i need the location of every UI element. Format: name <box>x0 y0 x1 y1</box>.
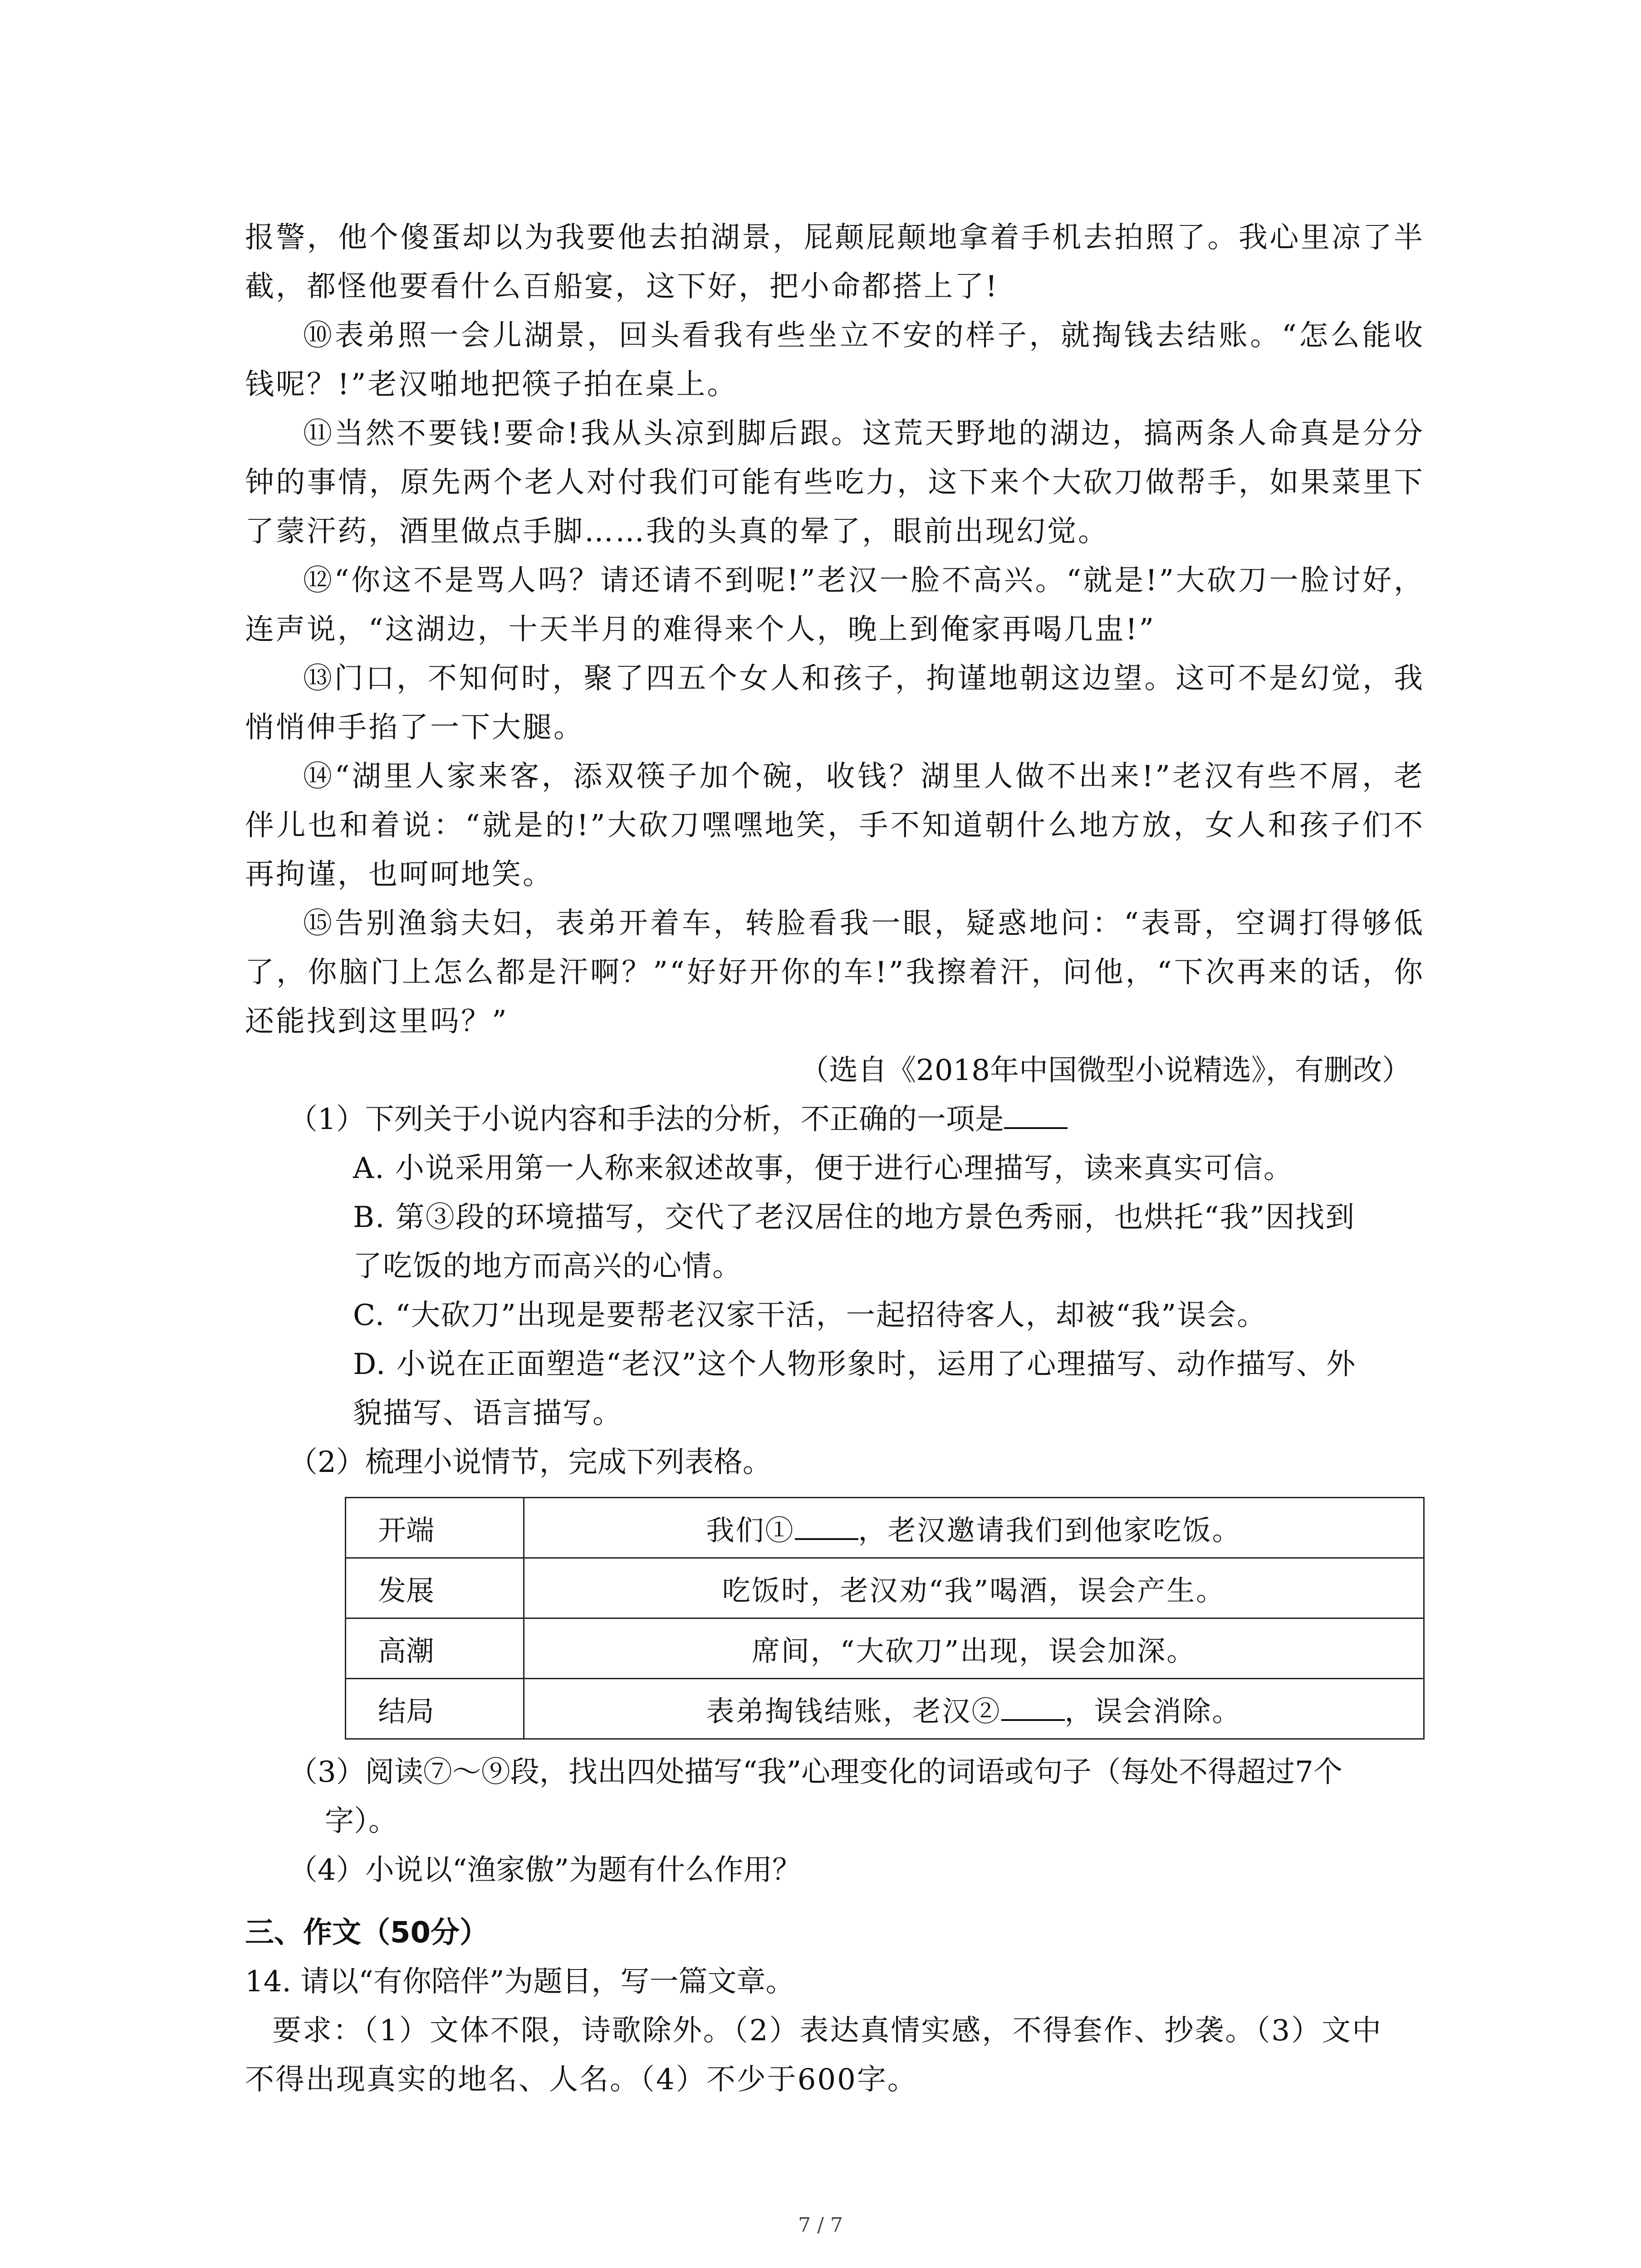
table-row <box>346 1558 1424 1618</box>
question-stem <box>245 1095 1425 1144</box>
description-text: 我们① <box>706 1513 795 1547</box>
question-stem: 14. 请以“有你陪伴”为题目，写一篇文章。 <box>245 1965 795 1999</box>
question-1 <box>245 1095 1425 1438</box>
question-stem-continued: 字）。 <box>325 1804 397 1838</box>
description-text: ，误会消除。 <box>1064 1694 1242 1728</box>
requirements-continued: 不得出现真实的地名、人名。（4）不少于600字。 <box>245 2063 918 2097</box>
plot-table <box>345 1497 1425 1740</box>
option-a: A. 小说采用第一人称来叙述故事，便于进行心理描写，读来真实可信。 <box>353 1152 1293 1185</box>
answer-blank[interactable] <box>795 1511 858 1540</box>
answer-blank[interactable] <box>1001 1692 1065 1721</box>
stage-label: 开端 <box>346 1498 524 1558</box>
question-text: （1）下列关于小说内容和手法的分析，不正确的一项是 <box>289 1103 1004 1136</box>
table-row <box>346 1618 1424 1679</box>
question-2 <box>245 1438 1425 1740</box>
page-content <box>245 213 1425 2104</box>
table-row <box>346 1679 1424 1739</box>
stage-label: 发展 <box>346 1558 524 1618</box>
answer-blank[interactable] <box>1004 1100 1068 1129</box>
option-d-continued: 貌描写、语言描写。 <box>353 1397 622 1430</box>
passage-paragraph: ⑫“你这不是骂人吗？请还请不到呢!”老汉一脸不高兴。“就是!”大砍刀一脸讨好，连声说，“这湖边，十天半月的难得来个人，晚上到俺家再喝几盅!” <box>245 564 1425 646</box>
question-4 <box>245 1846 1425 1895</box>
description-text: 表弟掏钱结账，老汉② <box>706 1694 1001 1728</box>
table-row <box>346 1498 1424 1558</box>
passage-paragraph: ⑩表弟照一会儿湖景，回头看我有些坐立不安的样子，就掏钱去结账。“怎么能收钱呢？!”老汉啪地把筷子拍在桌上。 <box>245 319 1425 401</box>
option-c: C. “大砍刀”出现是要帮老汉家干活，一起招待客人，却被“我”误会。 <box>353 1299 1267 1332</box>
passage-paragraph: ⑬门口，不知何时，聚了四五个女人和孩子，拘谨地朝这边望。这可不是幻觉，我悄悄伸手掐了一下大腿。 <box>245 662 1425 744</box>
stage-label: 结局 <box>346 1679 524 1739</box>
stage-description: 吃饭时，老汉劝“我”喝酒，误会产生。 <box>524 1558 1424 1618</box>
page-number: 7 / 7 <box>798 2214 843 2237</box>
passage-paragraph: ⑪当然不要钱!要命!我从头凉到脚后跟。这荒天野地的湖边，搞两条人命真是分分钟的事情，原先两个老人对付我们可能有些吃力，这下来个大砍刀做帮手，如果菜里下了蒙汗药，酒里做点手脚……我的头真的晕了，眼前出现幻觉。 <box>245 417 1425 548</box>
stage-description <box>524 1679 1424 1739</box>
section-heading: 三、作文（50分） <box>245 1916 489 1950</box>
option-d: D. 小说在正面塑造“老汉”这个人物形象时，运用了心理描写、动作描写、外 <box>353 1348 1357 1381</box>
option-b-continued: 了吃饭的地方而高兴的心情。 <box>353 1250 742 1283</box>
option-b: B. 第③段的环境描写，交代了老汉居住的地方景色秀丽，也烘托“我”因找到 <box>353 1201 1356 1234</box>
question-stem: （2）梳理小说情节，完成下列表格。 <box>289 1446 772 1479</box>
stage-label: 高潮 <box>346 1618 524 1679</box>
passage-paragraph: 报警，他个傻蛋却以为我要他去拍湖景，屁颠屁颠地拿着手机去拍照了。我心里凉了半截，都怪他要看什么百船宴，这下好，把小命都搭上了! <box>245 221 1425 303</box>
question-3 <box>245 1748 1425 1846</box>
stage-description <box>524 1498 1424 1558</box>
question-stem: （4）小说以“渔家傲”为题有什么作用？ <box>289 1853 802 1887</box>
passage <box>245 213 1425 1046</box>
source-citation: （选自《2018年中国微型小说精选》，有删改） <box>800 1054 1411 1087</box>
requirements: 要求：（1）文体不限，诗歌除外。（2）表达真情实感，不得套作、抄袭。（3）文中 <box>272 2014 1383 2048</box>
stage-description: 席间，“大砍刀”出现，误会加深。 <box>524 1618 1424 1679</box>
passage-paragraph: ⑮告别渔翁夫妇，表弟开着车，转脸看我一眼，疑惑地问：“表哥，空调打得够低了，你脑门上怎么都是汗啊？”“好好开你的车!”我擦着汗，问他，“下次再来的话，你还能找到这里吗？” <box>245 907 1425 1038</box>
question-stem: （3）阅读⑦～⑨段，找出四处描写“我”心理变化的词语或句子（每处不得超过7个 <box>289 1755 1342 1789</box>
description-text: ，老汉邀请我们到他家吃饭。 <box>858 1513 1242 1547</box>
question-14 <box>245 1957 1425 2104</box>
passage-paragraph: ⑭“湖里人家来客，添双筷子加个碗，收钱？湖里人做不出来!”老汉有些不屑，老伴儿也和着说：“就是的!”大砍刀嘿嘿地笑，手不知道朝什么地方放，女人和孩子们不再拘谨，也呵呵地笑。 <box>245 760 1425 891</box>
